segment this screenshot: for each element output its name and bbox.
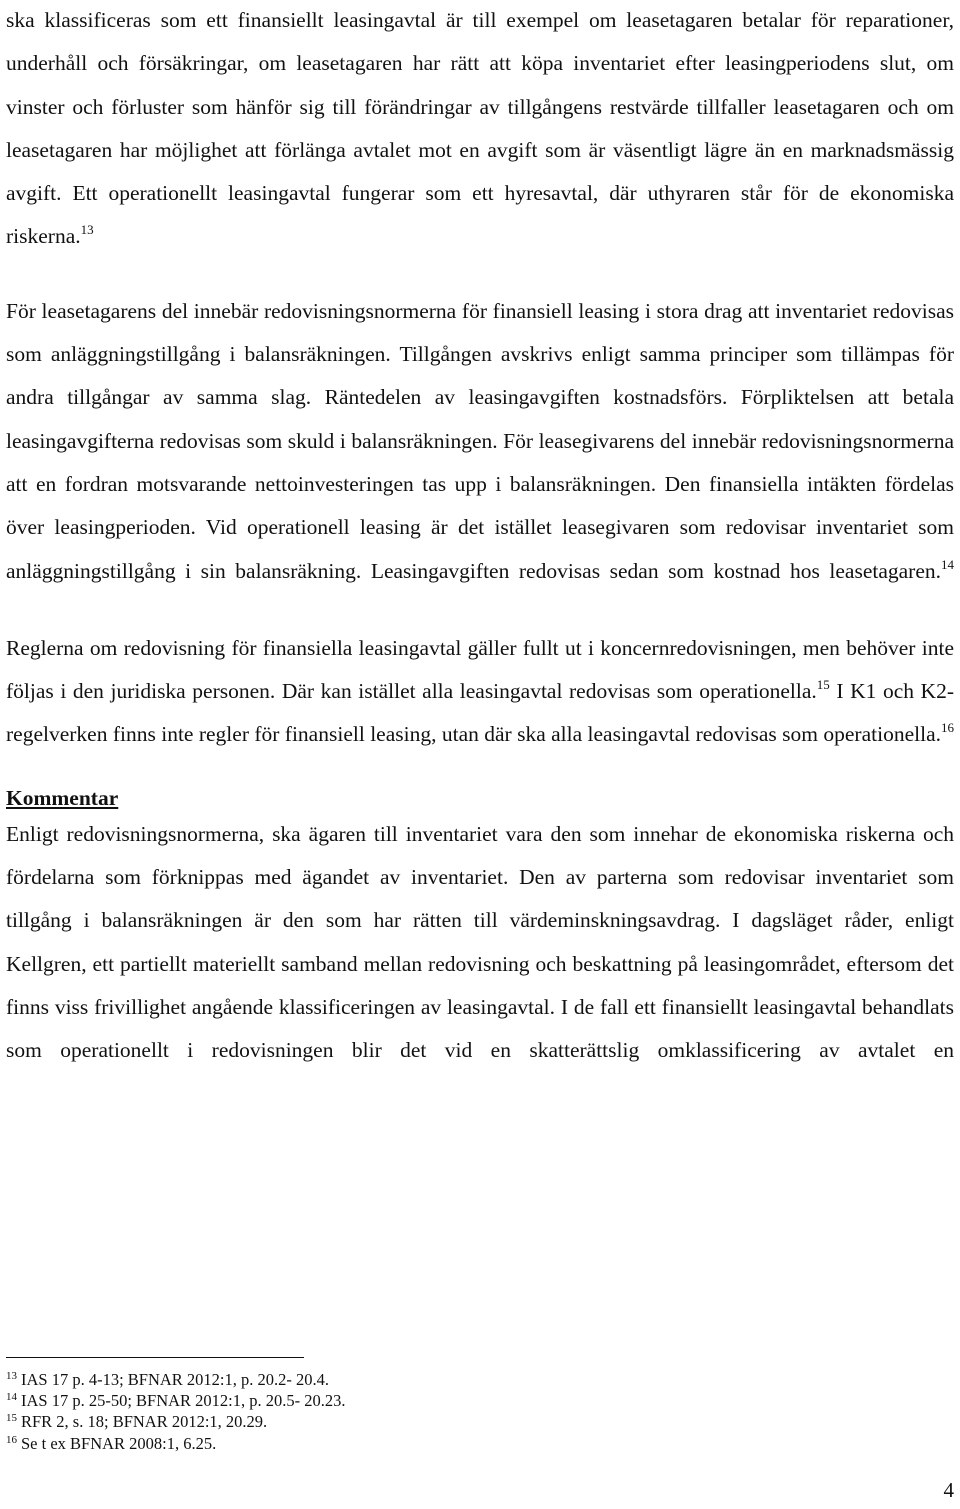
footnote	[6, 1390, 606, 1411]
footnote-number: 16	[6, 1433, 17, 1446]
footnote-text: Se t ex BFNAR 2008:1, 6.25.	[21, 1433, 217, 1453]
footnote-ref: 13	[80, 222, 94, 238]
footnote	[6, 1369, 606, 1390]
paragraph-text: För leasetagarens del innebär redovisningsnormerna för finansiell leasing i stora drag att inventariet redovisas som anläggningstillgång i balansräkningen. Tillgången avskrivs enligt samma principer som tillämpas för andra tillgångar av samma slag. Räntedelen av leasingavgiften kostnadsförs. Förpliktelsen att betala leasingavgifterna redovisas som skuld i balansräkningen. För leasegivarens del innebär redovisningsnormerna att en fordran motsvarande nettoinvesteringen tas upp i balansräkningen. Den finansiella intäkten fördelas över leasingperioden. Vid operationell leasing är det istället leasegivaren som redovisar inventariet som anläggningstillgång i sin balansräkning. Leasingavgiften redovisas sedan som kostnad hos leasetagaren.	[6, 298, 954, 583]
paragraph-group-rules	[6, 627, 954, 757]
paragraph-leasing-classification	[6, 0, 954, 259]
footnote-text: RFR 2, s. 18; BFNAR 2012:1, 20.29.	[21, 1412, 268, 1432]
footnotes	[6, 1369, 606, 1454]
paragraph-lessee-accounting	[6, 290, 954, 593]
footnote	[6, 1411, 606, 1432]
footnote-ref: 15	[816, 677, 830, 693]
footnote-number: 14	[6, 1391, 17, 1404]
footnote-text: IAS 17 p. 25-50; BFNAR 2012:1, p. 20.5- 20.23.	[21, 1391, 346, 1411]
section-heading: Kommentar	[6, 785, 119, 810]
paragraph-text: ska klassificeras som ett finansiellt leasingavtal är till exempel om leasetagaren betalar för reparationer, underhåll och försäkringar, om leasetagaren har rätt att köpa inventariet efter leasingperiodens slut, om vinster och förluster som hänför sig till förändringar av tillgångens restvärde tillfaller leasetagaren och om leasetagaren har möjlighet att förlänga avtalet mot en avgift som är väsentligt lägre än en marknadsmässig avgift. Ett operationellt leasingavtal fungerar som ett hyresavtal, där uthyraren står för de ekonomiska riskerna.	[6, 8, 954, 249]
footnote-divider	[6, 1357, 304, 1358]
paragraph-text: I K1 och K2-regelverken finns inte regler för finansiell leasing, utan där ska alla leasingavtal redovisas som operationella.	[6, 679, 954, 747]
footnote-ref: 14	[941, 556, 954, 572]
footnote-number: 15	[6, 1412, 17, 1425]
page-number: 4	[943, 1478, 954, 1502]
footnote-number: 13	[6, 1370, 17, 1382]
footnote-ref: 16	[941, 720, 954, 736]
footnote-text: IAS 17 p. 4-13; BFNAR 2012:1, p. 20.2- 20.4.	[21, 1370, 330, 1389]
paragraph-text: Reglerna om redovisning för finansiella leasingavtal gäller fullt ut i koncernredovisningen, men behöver inte följas i den juridiska personen. Där kan istället alla leasingavtal redovisas som operationella.	[6, 635, 954, 704]
footnote	[6, 1433, 606, 1454]
paragraph-comment: Enligt redovisningsnormerna, ska ägaren till inventariet vara den som innehar de ekonomiska riskerna och fördelarna som förknippas med ägandet av inventariet. Den av parterna som redovisar inventariet som tillgång i balansräkningen är den som har rätten till värdeminskningsavdrag. I dagsläget råder, enligt Kellgren, ett partiellt materiellt samband mellan redovisning och beskattning på leasingområdet, eftersom det finns viss frivillighet angående klassificeringen av leasingavtal. I de fall ett finansiellt leasingavtal behandlats som operationellt i redovisningen blir det vid en skatterättslig omklassificering av avtalet en	[6, 821, 954, 1063]
document-page	[6, 0, 954, 1073]
